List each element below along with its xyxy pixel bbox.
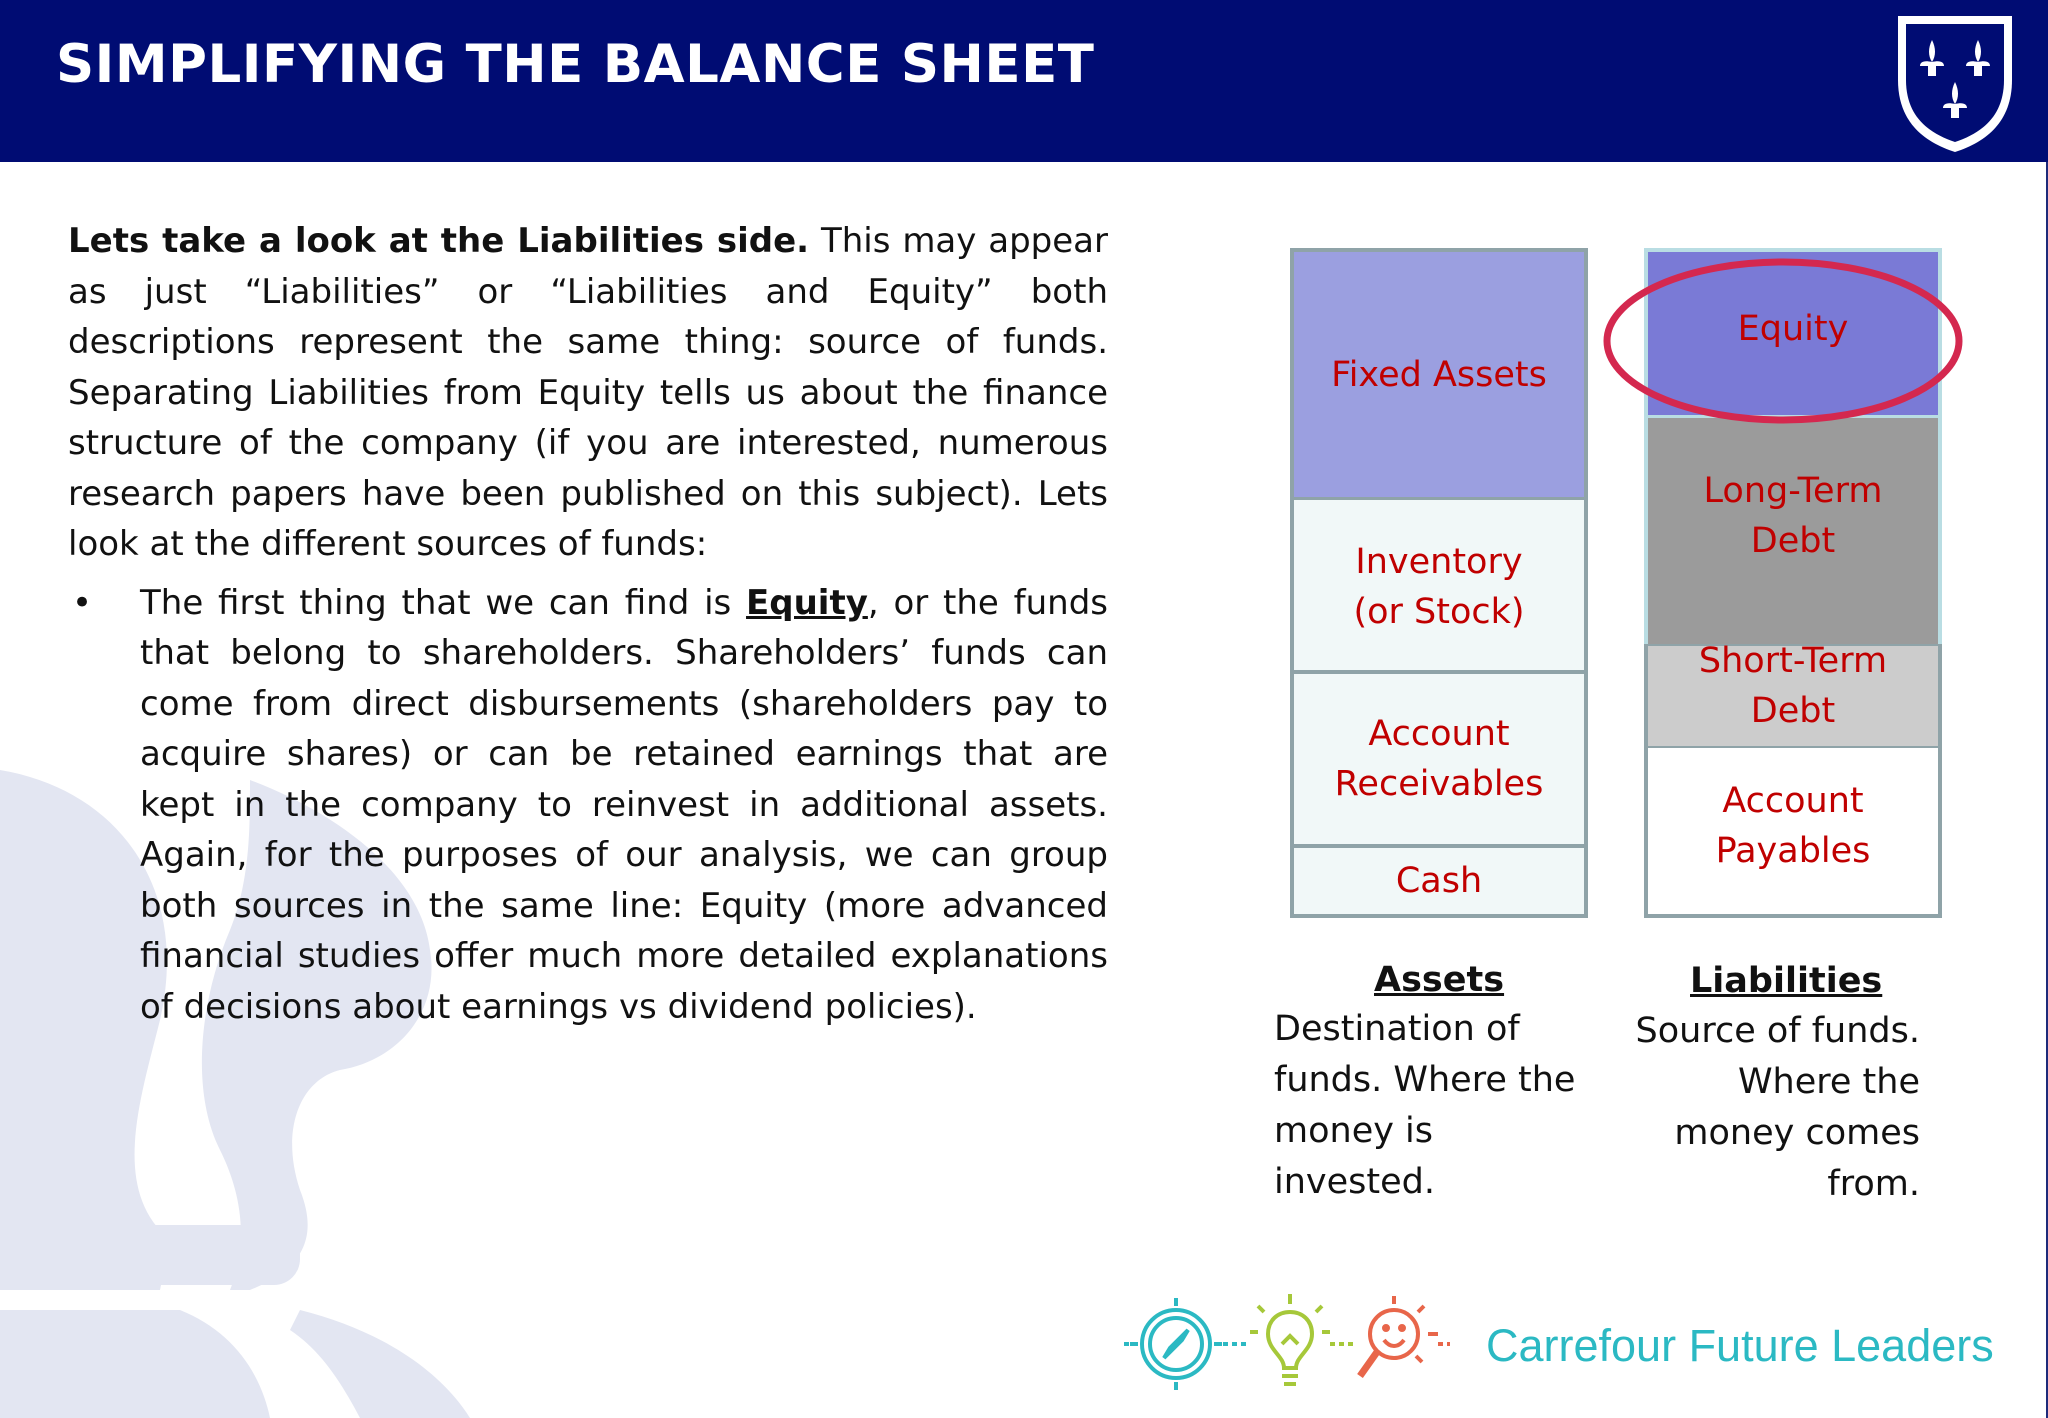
short-term-line-1: Short-Term — [1698, 641, 1888, 681]
assets-caption-line: money is — [1274, 1111, 1434, 1151]
account-receivables-label — [1335, 709, 1544, 809]
long-term-line-2: Debt — [1750, 521, 1836, 561]
body-text — [68, 216, 1108, 1032]
account-receivables-block — [1290, 672, 1588, 848]
inventory-block — [1290, 498, 1588, 674]
account-payables-block — [1644, 746, 1942, 918]
inventory-label — [1353, 537, 1524, 637]
equity-label: Equity — [1737, 308, 1849, 349]
cash-block — [1290, 846, 1588, 918]
intro-lead: Lets take a look at the Liabilities side. — [68, 221, 810, 261]
header-bar — [0, 0, 2048, 162]
payables-line-2: Payables — [1715, 831, 1871, 871]
receivables-line-2: Receivables — [1334, 764, 1544, 804]
bullet-text-before: The first thing that we can find is — [140, 582, 747, 623]
long-term-line-1: Long-Term — [1703, 471, 1883, 511]
page-title: SIMPLIFYING THE BALANCE SHEET — [56, 34, 1095, 95]
receivables-line-1: Account — [1368, 714, 1510, 754]
liabilities-caption-title: Liabilities — [1690, 961, 1883, 1001]
smiley-magnifier-icon — [1360, 1296, 1450, 1376]
short-term-debt-label — [1699, 636, 1887, 736]
inventory-line-2: (or Stock) — [1353, 592, 1525, 632]
lightbulb-icon — [1250, 1294, 1354, 1384]
intro-rest: This may appear as just “Liabilities” or “Liabilities and Equity” both descriptions represent the same thing: source of funds. Separating Liabilities from Equity tells us about the finance structure of the company (if you are interested, numerous research papers have been published on this subject). Lets look at the different sources of funds: — [68, 221, 1108, 564]
equity-highlight-ring — [1602, 258, 1964, 424]
cash-label: Cash — [1395, 861, 1483, 901]
fixed-assets-label: Fixed Assets — [1331, 354, 1547, 395]
bullet-list — [68, 578, 1108, 1033]
fleur-de-lis-crest-icon — [1890, 10, 2020, 154]
bullet-marker: • — [72, 582, 93, 623]
payables-line-1: Account — [1722, 781, 1864, 821]
footer-brand-logo: Carrefour Future Leaders — [1486, 1320, 1994, 1371]
assets-caption-text — [1274, 1004, 1604, 1208]
intro-paragraph — [68, 216, 1108, 570]
short-term-debt-block — [1644, 641, 1942, 748]
list-item — [68, 578, 1108, 1033]
liabilities-caption-line: from. — [1827, 1164, 1920, 1204]
account-payables-label — [1716, 776, 1871, 876]
short-term-line-2: Debt — [1750, 691, 1836, 731]
assets-caption-title: Assets — [1374, 960, 1505, 1000]
assets-caption-line: invested. — [1274, 1162, 1435, 1202]
bullet-text-after: , or the funds that belong to shareholders. Shareholders’ funds can come from direct disbursements (shareholders pay to acquire shares) or can be retained earnings that are kept in the company to reinvest in additional assets. Again, for the purposes of our analysis, we can group both sources in the same line: Equity (more advanced financial studies offer much more detailed explanations of decisions about earnings vs dividend policies). — [140, 582, 1108, 1027]
liabilities-caption-line: Source of funds. — [1635, 1011, 1920, 1051]
fixed-assets-block — [1290, 248, 1588, 500]
footer-icon-strip — [1122, 1292, 1452, 1402]
inventory-line-1: Inventory — [1355, 542, 1523, 582]
assets-caption-line: funds. Where the — [1274, 1060, 1576, 1100]
compass-icon — [1124, 1298, 1248, 1390]
long-term-debt-label — [1704, 466, 1883, 566]
equity-emphasis: Equity — [746, 582, 868, 623]
long-term-debt-block — [1644, 416, 1942, 646]
liabilities-caption-line: Where the — [1737, 1062, 1920, 1102]
assets-caption-line: Destination of — [1274, 1009, 1520, 1049]
liabilities-caption-text — [1610, 1006, 1920, 1210]
liabilities-caption-line: money comes — [1674, 1113, 1920, 1153]
